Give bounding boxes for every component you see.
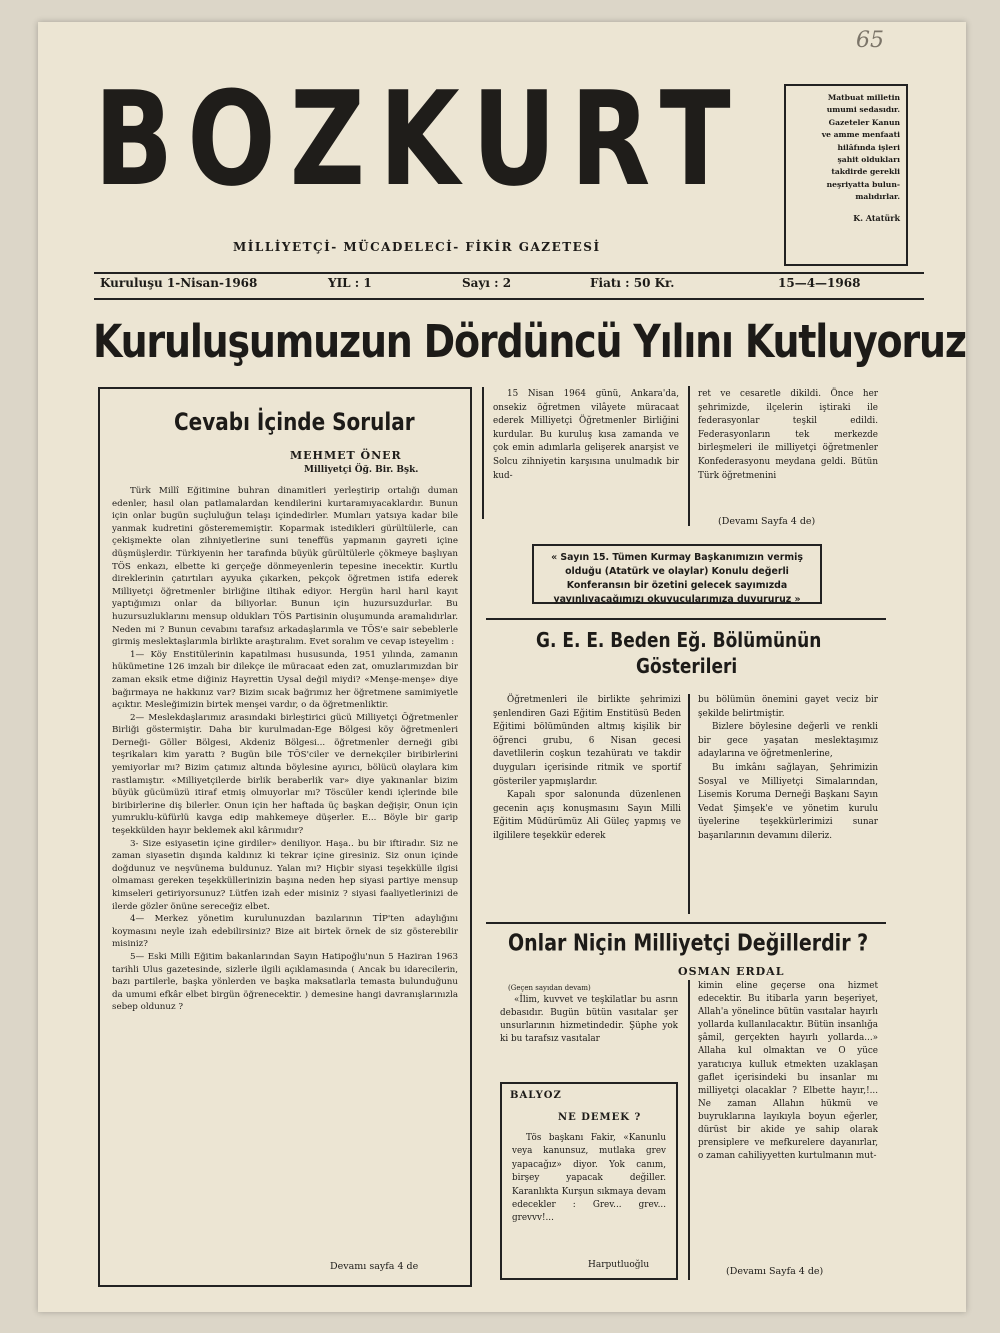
previous-issue-note: (Geçen sayıdan devam) [508, 984, 591, 992]
kurulus-text: ret ve cesaretle dikildi. Önce her şehrimizde, ilçelerin iştiraki ile federasyonlar teşkil edildi. Federasyonların tek merkezde birleşmeleri ile milliyetçi öğretmenler Konfederasyonu meydana geldi. Bütün Türk öğretmenini [698, 389, 878, 481]
article-cevabi-frame [98, 387, 472, 1287]
issue-date: 15—4—1968 [778, 276, 861, 290]
column-divider [482, 387, 484, 519]
handwritten-note: 65 [856, 28, 884, 53]
balyoz-box [500, 1082, 678, 1280]
onlar-text: «İlim, kuvvet ve teşkilatlar bu asrın debasıdır. Bugün bütün vasıtalar şer unsurlarının hizmetindedir. Şüphe yok ki bu tarafsız vasıtalar [500, 995, 678, 1044]
masthead-title: BOZKURT [94, 62, 745, 216]
balyoz-title: NE DEMEK ? [558, 1112, 642, 1123]
balyoz-text: Tös başkanı Fakir, «Kanunlu veya kanunsuz, mutlaka grev yapacağız» diyor. Yok canım, birşey yapacak değiller. Karanlıkta Kurşun sıkmaya devam edecekler : Grev... grev... grevvv!... [512, 1133, 666, 1224]
article-paragraph: 4— Merkez yönetim kurulunuzdan bazılarının TİP'ten adaylığını koymasını neyle izah edebilirsiniz? Bize ait birtek örnek de siz gösterebilir misiniz? [112, 914, 458, 950]
onlar-col-2 [698, 980, 878, 1163]
quote-line: neşriyatta bulun- [826, 179, 900, 189]
balyoz-text-box [512, 1132, 666, 1226]
quote-line: Matbuat milletin [827, 93, 900, 102]
article-author-title: Milliyetçi Öğ. Bir. Bşk. [304, 465, 419, 475]
ataturk-quote-box [784, 84, 908, 266]
conference-notice: « Sayın 15. Tümen Kurmay Başkanımızın vermiş olduğu (Atatürk ve olaylar) Konulu değerli Konferansın bir özetini gelecek sayımızda yayınlıyacağımızı okuyucularımıza duyururuz » [532, 544, 822, 604]
issue-number: Sayı : 2 [462, 276, 512, 290]
section-rule [486, 922, 886, 924]
balyoz-label: BALYOZ [510, 1090, 562, 1101]
article-body [112, 485, 458, 1257]
gee-text: Bu imkânı sağlayan, Şehrimizin Sosyal ve Milliyetçi Simalarından, Lisemis Koruma Derneği Başkanı Sayın Vedat Şimşek'e ve yönetim kurulu üyelerine teşekkürlerimizi sunar başarılarının devamını dileriz. [698, 762, 878, 841]
onlar-author: OSMAN ERDAL [678, 965, 785, 978]
quote-line: şahit oldukları [837, 155, 900, 165]
masthead-subtitle: MİLLİYETÇİ- MÜCADELECİ- FİKİR GAZETESİ [233, 240, 601, 254]
gee-col-1 [493, 694, 681, 844]
gee-text: Öğretmenleri ile birlikte şehrimizi şenlendiren Gazi Eğitim Enstitüsü Beden Eğitimi bölümünden altmış kişilik bir öğrenci grubu, 6 Nisan gecesi davetlilerin coşkun tezahüratı ve takdir duyguları içerisinde ritmik ve sportif gösteriler yapmışlardır. [493, 695, 681, 787]
kurulus-col-2 [698, 388, 878, 483]
gee-text: bu bölümün önemini gayet veciz bir şekilde belirtmiştir. [698, 695, 878, 719]
quote-line: takdirde gerekli [831, 167, 900, 177]
article-paragraph: 3- Size esiyasetin içine girdiler» deniliyor. Haşa.. bu bir iftiradır. Siz ne zaman siyasetin dışında kaldınız ki tekrar içine giresiniz. Siz onun içinde doğdunuz ve neşvünema buldunuz. Yalan mı? Hiçbir siyasi teşekkülle ilgisi olmaması gereken teşekküllerinizin başına neden hep siyasi partiye mensup kimseleri getiriyorsunuz? Lütfen izah eder misiniz ? siyasi faaliyetlerinizi de ilerde gözler önüne sereceğiz elbet. [112, 838, 458, 912]
top-rule [94, 272, 924, 274]
founded-date: Kuruluşu 1-Nisan-1968 [100, 276, 258, 290]
kurulus-text: 15 Nisan 1964 günü, Ankara'da, onsekiz öğretmen vilâyete müracaat ederek Milliyetçi Öğretmenler Birliğini kurdular. Bu kuruluş kısa zamanda ve çok emin adımlarla gelişerek anarşist ve Solcu zihniyetin karşısına unulmadık bir kud- [493, 389, 679, 481]
gee-col-2 [698, 694, 878, 844]
gee-title-line1: G. E. E. Beden Eğ. Bölümünün [536, 629, 822, 653]
quote-line: malıdırlar. [855, 192, 900, 202]
kurulus-col-1 [493, 388, 679, 483]
balyoz-signature: Harputluoğlu [588, 1260, 650, 1270]
continued-note: (Devamı Sayfa 4 de) [726, 1266, 824, 1277]
article-paragraph: 5— Eski Milli Eğitim bakanlarından Sayın Hatipoğlu'nun 5 Haziran 1963 tarihli Ulus gazetesinde, sizlerle ilgili açıklamasında ( Ancak bu idarecilerin, bazı partilerle, başka yönlerden ve başka maksatlarla temasta bulunduğunu da umumi efkâr elbet birgün öğrenecektir. ) demesine hangi davranışlarınızla sebep oldunuz ? [112, 951, 458, 1013]
price: Fiatı : 50 Kr. [590, 276, 675, 290]
gee-text: Kapalı spor salonunda düzenlenen gecenin açış konuşmasını Sayın Milli Eğitim Müdürümüz Ali Güleç yapmış ve ilgililere teşekkür ederek [493, 790, 681, 841]
newspaper-page [38, 22, 966, 1312]
gee-text: Bizlere böylesine değerli ve renkli bir gece yaşatan meslektaşımız adaylarına ve öğretmenlerine, [698, 722, 878, 760]
year-number: YIL : 1 [328, 276, 372, 290]
column-divider [688, 386, 690, 526]
gee-title-line2: Gösterileri [636, 655, 738, 679]
section-rule [486, 618, 886, 620]
onlar-col-1 [500, 994, 678, 1046]
onlar-text: kimin eline geçerse ona hizmet edecektir. Bu itibarla yarın beşeriyet, Allah'a yönelince bütün vasıtalar hayırlı yollarda kullanılacaktır. Bütün insanlığa şâmil, gerçekten hayırlı yollarda...» Allaha kul olmaktan ve O yüce yaratıcıya kulluk etmekten uzaklaşan gaflet içerisindeki bu insanlar mı milliyetçi olacaklar ? Elbette hayır,!... Ne zaman Allahın hükmü ve buyruklarına layıkıyla boyun eğerler, dürüst bir akide ye sahip olarak prensiplere ve mefkurelere dayanırlar, o zaman cahiliyyetten kurtulmanın mut- [698, 981, 878, 1162]
column-divider [688, 980, 690, 1280]
article-paragraph: 2— Meslekdaşlarımız arasındaki birleştirici gücü Milliyetçi Öğretmenler Birliği göstermiştir. Daha bir kurulmadan-Ege Bölgesi köy öğretmenleri Derneği- Göller Bölgesi, Akdeniz Bölgesi... öğretmenler derneği gibi teşrikaları kim yarattı ? Bugün bile TÖS'ciler ve dernekçiler biribirlerini yemiyorlar mı? Bizim çatımız altında böylesine ayırıcı, bölücü olaylara kim rastlamıştır. «Milliyetçilerde birlik beraberlik var» diye yakınanlar bizim büyük gücümüzü itiraf etmiş olmuyorlar mı? Töscüler kendi içlerinde bile biribirlerine diş bilerler. Onun için her haftada üç başkan değişir, Onun için yumruklu-küfürlü kavga edip mahkemeye düşerler. E... Böyle bir garip teşekkülden hayır beklemek akıl kârımıdır? [112, 712, 458, 837]
main-headline: Kuruluşumuzun Dördüncü Yılını Kutluyoruz [93, 315, 966, 368]
quote-line: ve amme menfaati [821, 130, 900, 140]
article-author: MEHMET ÖNER [290, 449, 402, 462]
continued-note: (Devamı Sayfa 4 de) [718, 516, 816, 527]
quote-line: hilâfında işleri [837, 142, 900, 152]
bottom-rule [94, 298, 924, 300]
info-bar [100, 276, 920, 296]
article-paragraph: 1— Köy Enstitülerinin kapatılması hususunda, 1951 yılında, zamanın hükümetine 126 imzalı bir dilekçe ile müracaat eden zat, omuzlarımızdan bir zaman eksik etme diğiniz Hayrettin Uysal değil miydi? «Menşe-menşe» diye bağırmaya ne hakkınız var? Bizim sıcak bağrımız her öğretmene samimiyetle açıktır. Mesleğimizin birtek menşei vardır, o da öğretmenliktir. [112, 649, 458, 711]
quote-line: Gazeteler Kanun [828, 117, 900, 127]
quote-line: umumi sedasıdır. [826, 105, 900, 115]
continued-note: Devamı sayfa 4 de [330, 1261, 419, 1272]
article-paragraph: Türk Millî Eğitimine buhran dinamitleri yerleştirip ortalığı duman edenler, hasıl olan patlamalardan kendilerini kurtaramıyacaklardır. Bunun için onlar bugün suçluluğun telaşı içindedirler. Mumları yatsıya kadar bile yanmak kudretini gösterememiştir. Koparmak istedikleri gürültülerle, can çekişmekte olan zihniyetlerine suni teneffüs yapmanın gayreti içine düşmüşlerdir. Türkiyenin her tarafında büyük gürültülerle çökmeye başlıyan TÖS enkazı, elbette ki gerçeğe dönmeyenlerin tepesine inecektir. Kurtlu direklerinin çatırtıları ayyuka çıkarken, pekçok öğretmen istifa ederek Milliyetçi öğretmenler birliğine iltihak ediyor. Hergün harıl harıl kayıt yaptığımızı onlar da biliyorlar. Bunun için huzursuzdurlar. Bu huzursuzluklarını mensup oldukları TÖS Partisinin oluşumunda aramalıdırlar. Neden mi ? Bunun cevabını tarafsız arkadaşlarımla ve TÖS'e sair sebeblerle girmiş meslektaşlarımla birlikte araştıralım. Evet soralım ve cevap isteyelim : [112, 486, 458, 648]
column-divider [688, 694, 690, 914]
quote-author: K. Atatürk [853, 212, 900, 223]
onlar-title: Onlar Niçin Milliyetçi Değillerdir ? [508, 930, 869, 957]
article-title: Cevabı İçinde Sorular [174, 407, 415, 436]
